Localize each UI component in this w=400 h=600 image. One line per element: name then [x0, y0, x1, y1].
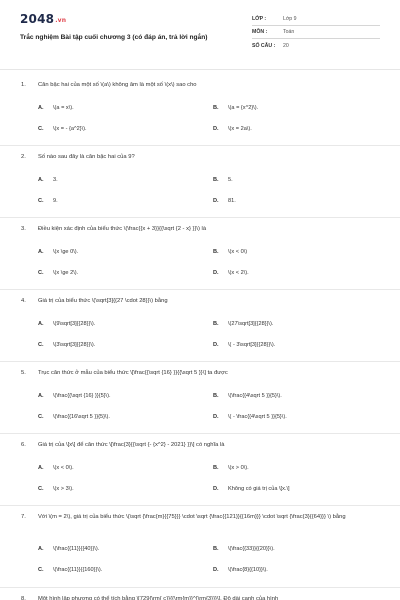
option-letter: A.: [38, 546, 44, 552]
quiz-meta: [252, 13, 380, 52]
option-letter: D.: [213, 126, 219, 132]
option-text: \(x \ge 2\).: [53, 270, 79, 276]
option-letter: C.: [38, 567, 44, 573]
question-item: [0, 588, 400, 600]
question-item: [0, 218, 400, 290]
option-letter: B.: [213, 105, 219, 111]
option-b[interactable]: [213, 320, 273, 328]
option-letter: B.: [213, 465, 219, 471]
question-text: Điều kiện xác định của biểu thức \(\frac{{x + 3}}{{\sqrt {2 - x} }}\) là: [38, 226, 207, 232]
option-text: 81.: [228, 198, 236, 204]
option-letter: A.: [38, 393, 44, 399]
question-item: [0, 506, 400, 588]
option-letter: D.: [213, 198, 219, 204]
option-d[interactable]: [213, 269, 249, 277]
option-text: \(a = {x^2}\).: [228, 105, 259, 111]
option-b[interactable]: [213, 248, 247, 256]
option-c[interactable]: [38, 413, 110, 421]
option-letter: B.: [213, 546, 219, 552]
question-number: 4.: [21, 298, 26, 304]
option-text: \(\frac{{\sqrt {16} }}{5}\).: [53, 393, 111, 399]
option-d[interactable]: [213, 413, 287, 421]
option-letter: A.: [38, 465, 44, 471]
option-letter: B.: [213, 177, 219, 183]
option-d[interactable]: [213, 566, 268, 574]
question-head: [21, 513, 381, 523]
option-a[interactable]: [38, 320, 95, 328]
meta-count-row: [252, 39, 380, 52]
question-text: Giá trị của \[x\] để căn thức \[\frac{3}{{\sqrt {- {x^2} - 2021} }}\] có nghĩa là: [38, 442, 225, 448]
option-letter: D.: [213, 486, 219, 492]
option-c[interactable]: [38, 485, 74, 493]
option-text: Không có giá trị của \[x.\]: [228, 486, 290, 492]
option-text: \(\frac{{16\sqrt 5 }}{5}\).: [53, 414, 110, 420]
option-text: \(27\sqrt[3]{{28}}\).: [228, 321, 274, 327]
option-text: 5.: [228, 177, 233, 183]
question-text: Với \(m = 2\), giá trị của biểu thức \(\sqrt {\frac{m}{{75}}} \cdot \sqrt {\frac{{121}}{{16m}}} \cdot \sqrt {\frac{3}{{64}}} \) bằng: [38, 514, 346, 520]
option-letter: A.: [38, 105, 44, 111]
logo-main: 2048: [20, 12, 55, 26]
question-text: Một hình lập phương có thể tích bằng \[729{\rm{ c}}{{\rm{m}}^{\rm{3}}}\]. Độ dài cạnh của hình: [38, 596, 279, 600]
meta-label: LỚP :: [252, 16, 267, 22]
option-text: \(x = 2a\).: [228, 126, 252, 132]
question-item: [0, 146, 400, 218]
option-text: \(a = x\).: [53, 105, 74, 111]
page-header: [0, 0, 400, 66]
option-text: \(x < 0\): [228, 249, 248, 255]
option-letter: D.: [213, 342, 219, 348]
question-text: Giá trị của biểu thức \(\sqrt[3]{{27 \cdot 28}}\) bằng: [38, 298, 168, 304]
question-number: 1.: [21, 82, 26, 88]
question-head: [21, 297, 381, 307]
question-number: 2.: [21, 154, 26, 160]
option-text: \(\frac{8}{{10}}\).: [228, 567, 268, 573]
option-text: \(9\sqrt[3]{{28}}\).: [53, 321, 96, 327]
option-c[interactable]: [38, 125, 87, 133]
option-b[interactable]: [213, 545, 275, 553]
question-item: [0, 434, 400, 506]
option-text: \(x > 3\).: [53, 486, 74, 492]
option-letter: C.: [38, 414, 44, 420]
option-c[interactable]: [38, 341, 95, 349]
option-letter: D.: [213, 270, 219, 276]
option-a[interactable]: [38, 464, 74, 472]
question-head: [21, 225, 381, 235]
option-a[interactable]: [38, 104, 74, 112]
option-text: \(\frac{{11}}{{160}}\).: [53, 567, 103, 573]
meta-grade-row: [252, 13, 380, 26]
meta-subject-row: [252, 26, 380, 39]
question-head: [21, 153, 381, 163]
option-text: 3.: [53, 177, 58, 183]
option-c[interactable]: [38, 197, 58, 205]
meta-value: Lớp 9: [283, 16, 297, 22]
option-d[interactable]: [213, 125, 252, 133]
option-d[interactable]: [213, 485, 290, 493]
option-text: \(x < 2\).: [228, 270, 249, 276]
option-letter: C.: [38, 126, 44, 132]
question-number: 3.: [21, 226, 26, 232]
question-text: Trục căn thức ở mẫu của biểu thức \[\frac{{\sqrt {16} }}{{\sqrt 5 }}\] ta được: [38, 370, 228, 376]
option-letter: C.: [38, 342, 44, 348]
option-text: \(x > 0\).: [228, 465, 249, 471]
question-number: 6.: [21, 442, 26, 448]
option-b[interactable]: [213, 176, 233, 184]
option-letter: B.: [213, 321, 219, 327]
option-a[interactable]: [38, 248, 78, 256]
logo-suffix: .vn: [55, 17, 67, 24]
option-text: \( - \frac{{4\sqrt 5 }}{5}\).: [228, 414, 287, 420]
site-logo[interactable]: [20, 12, 66, 26]
option-letter: D.: [213, 414, 219, 420]
question-head: [21, 441, 381, 451]
question-number: 8.: [21, 596, 26, 600]
question-head: [21, 369, 381, 379]
question-text: Căn bậc hai của một số \(a\) không âm là một số \(x\) sao cho: [38, 82, 197, 88]
option-a[interactable]: [38, 392, 111, 400]
option-letter: B.: [213, 393, 219, 399]
question-number: 7.: [21, 514, 26, 520]
option-letter: D.: [213, 567, 219, 573]
option-d[interactable]: [213, 197, 236, 205]
option-text: \(\frac{{4\sqrt 5 }}{5}\).: [228, 393, 282, 399]
option-c[interactable]: [38, 269, 78, 277]
option-c[interactable]: [38, 566, 102, 574]
option-a[interactable]: [38, 176, 58, 184]
header-divider: [0, 69, 400, 70]
option-text: \(x \ge 0\).: [53, 249, 79, 255]
question-head: [21, 81, 381, 91]
meta-label: SỐ CÂU :: [252, 42, 276, 49]
option-letter: C.: [38, 270, 44, 276]
option-text: \(x = - {a^2}\).: [53, 126, 87, 132]
option-b[interactable]: [213, 104, 258, 112]
question-item: [0, 362, 400, 434]
question-list: [0, 74, 400, 600]
option-text: \(\frac{{33}}{{20}}\).: [228, 546, 275, 552]
option-letter: C.: [38, 486, 44, 492]
option-letter: C.: [38, 198, 44, 204]
question-head: [21, 595, 381, 600]
page-title: Trắc nghiệm Bài tập cuối chương 3 (có đáp án, trả lời ngắn): [20, 34, 208, 41]
option-a[interactable]: [38, 545, 99, 553]
option-letter: A.: [38, 177, 44, 183]
option-letter: A.: [38, 321, 44, 327]
meta-label: MÔN :: [252, 29, 268, 35]
option-letter: A.: [38, 249, 44, 255]
option-text: \( - 3\sqrt[3]{{28}}\).: [228, 342, 276, 348]
option-text: \(3\sqrt[3]{{28}}\).: [53, 342, 96, 348]
meta-value: 20: [283, 42, 289, 49]
question-item: [0, 290, 400, 362]
option-letter: B.: [213, 249, 219, 255]
question-item: [0, 74, 400, 146]
question-text: Số nào sau đây là căn bậc hai của 9?: [38, 154, 135, 160]
option-b[interactable]: [213, 464, 249, 472]
option-text: 9.: [53, 198, 58, 204]
option-d[interactable]: [213, 341, 275, 349]
option-b[interactable]: [213, 392, 282, 400]
meta-value: Toán: [283, 29, 295, 35]
question-number: 5.: [21, 370, 26, 376]
option-text: \(x < 0\).: [53, 465, 74, 471]
option-text: \(\frac{{11}}{{40}}\).: [53, 546, 100, 552]
